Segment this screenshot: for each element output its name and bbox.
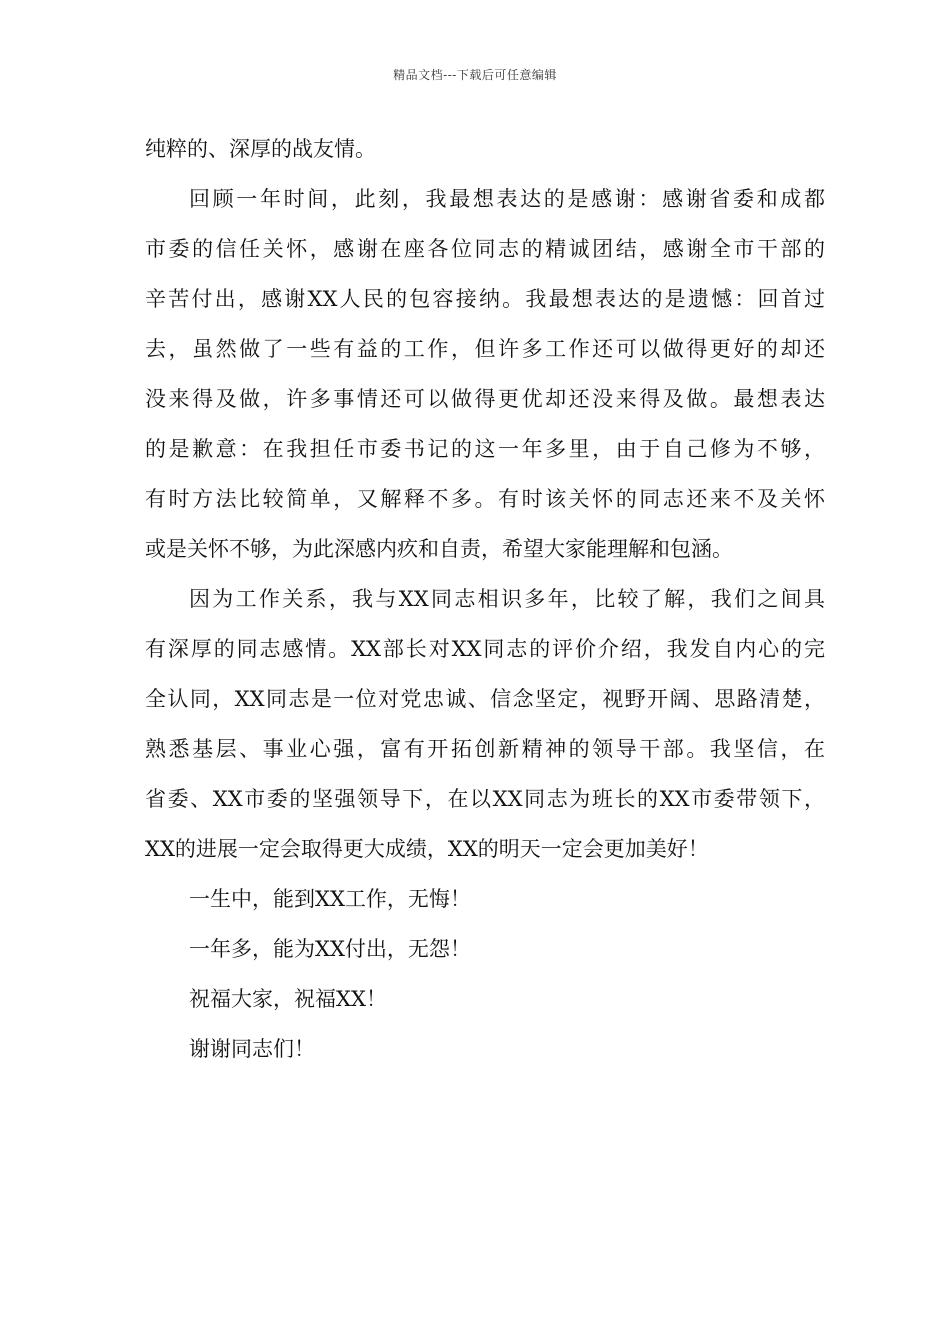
text-line: 有时方法比较简单，又解释不多。有时该关怀的同志还来不及关怀 <box>145 487 825 511</box>
text-line: 一年多，能为XX付出，无怨！ <box>189 937 471 961</box>
text-line: XX的进展一定会取得更大成绩，XX的明天一定会更加美好！ <box>145 837 709 861</box>
text-line: 熟悉基层、事业心强，富有开拓创新精神的领导干部。我坚信，在 <box>145 737 825 761</box>
text-line: 或是关怀不够，为此深感内疚和自责，希望大家能理解和包涵。 <box>145 537 733 561</box>
page-header-note: 精品文档---下载后可任意编辑 <box>393 68 557 82</box>
text-line: 谢谢同志们！ <box>189 1037 315 1061</box>
text-line: 因为工作关系，我与XX同志相识多年，比较了解，我们之间具 <box>189 587 825 611</box>
text-line: 一生中，能到XX工作，无悔！ <box>189 887 471 911</box>
text-line: 全认同，XX同志是一位对党忠诚、信念坚定，视野开阔、思路清楚， <box>145 687 825 711</box>
text-line: 辛苦付出，感谢XX人民的包容接纳。我最想表达的是遗憾：回首过 <box>145 287 825 311</box>
text-line: 去，虽然做了一些有益的工作，但许多工作还可以做得更好的却还 <box>145 337 825 361</box>
text-line: 的是歉意：在我担任市委书记的这一年多里，由于自己修为不够， <box>145 437 825 461</box>
text-line: 祝福大家，祝福XX！ <box>189 987 387 1011</box>
text-line: 省委、XX市委的坚强领导下，在以XX同志为班长的XX市委带领下， <box>145 787 825 811</box>
text-line: 市委的信任关怀，感谢在座各位同志的精诚团结，感谢全市干部的 <box>145 237 825 261</box>
text-line: 回顾一年时间，此刻，我最想表达的是感谢：感谢省委和成都 <box>189 187 825 211</box>
text-line: 纯粹的、深厚的战友情。 <box>145 137 376 161</box>
text-line: 有深厚的同志感情。XX部长对XX同志的评价介绍，我发自内心的完 <box>145 637 825 661</box>
text-line: 没来得及做，许多事情还可以做得更优却还没来得及做。最想表达 <box>145 387 825 411</box>
document-body <box>145 124 825 1074</box>
